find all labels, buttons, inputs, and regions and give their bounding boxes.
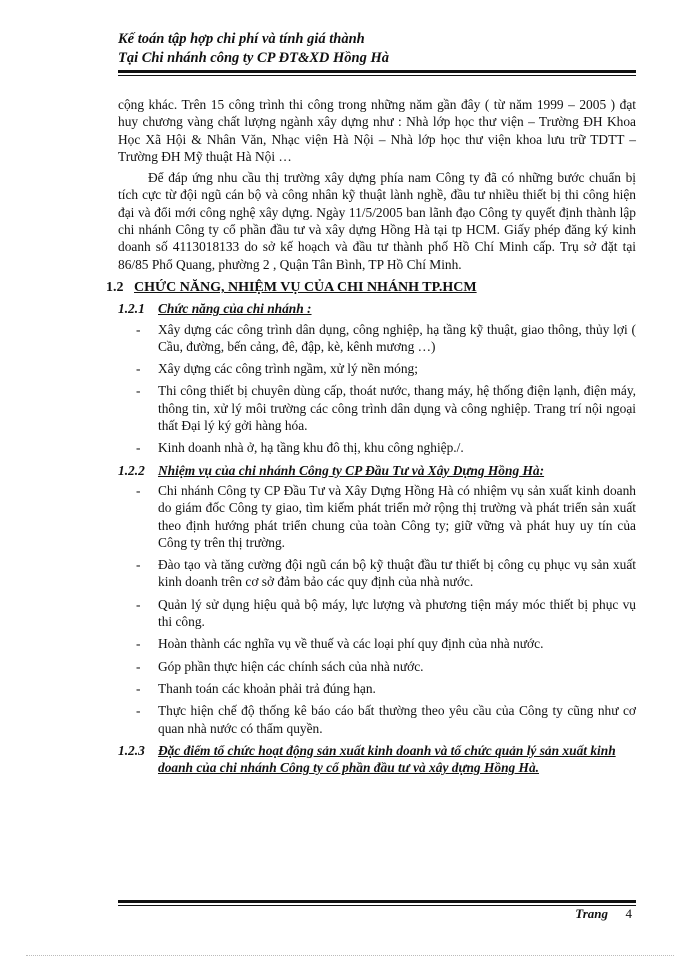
- list-item: - Chi nhánh Công ty CP Đầu Tư và Xây Dựng Hồng Hà có nhiệm vụ sản xuất kinh doanh do giám đốc Công ty giao, tìm kiếm phát triển mở rộng thị trường và phát triển sản xuất theo định hướng phát triển chung của toàn Công ty; giữ vững và phát huy uy tín của Công ty trên thị trường.: [136, 482, 636, 550]
- subsection-3-title: Đặc điểm tổ chức hoạt động sản xuất kinh doanh và tổ chức quản lý sản xuất kinh doanh của chi nhánh Công ty cổ phần đầu tư và xây dựng Hồng Hà.: [158, 742, 616, 776]
- header-title-line2: Tại Chi nhánh công ty CP ĐT&XD Hồng Hà: [118, 50, 389, 66]
- list-item: - Quản lý sử dụng hiệu quả bộ máy, lực lượng và phương tiện máy móc thiết bị phục vụ thi công.: [136, 596, 636, 630]
- subsection-3-heading: [118, 742, 636, 777]
- header-rule-thick: [118, 70, 636, 73]
- header-title-line1: Kế toán tập hợp chi phí và tính giá thành: [118, 31, 365, 47]
- list-item: - Xây dựng các công trình dân dụng, công nghiệp, hạ tầng kỹ thuật, giao thông, thủy lợi ( Cầu, đường, bến cảng, đê, đập, kè, kênh mương …): [136, 321, 636, 354]
- subsection-2-heading: [118, 462, 636, 479]
- intro-paragraph-1: cộng khác. Trên 15 công trình thi công trong những năm gần đây ( từ năm 1999 – 2005 ) đạt huy chương vàng chất lượng ngành xây dựng như : Nhà lớp học thư viện – Trường ĐH Khoa Học Xã Hội & Nhân Văn, Nhạc viện Hà Nội – Nhà lớp học thư viện khoa lưu trữ TDTT – Trường ĐH Mỹ thuật Hà Nội …: [118, 97, 636, 164]
- subsection-2-number: 1.2.2: [118, 462, 145, 478]
- list-item: - Hoàn thành các nghĩa vụ về thuế và các loại phí quy định của nhà nước.: [136, 636, 544, 652]
- list-item: - Xây dựng các công trình ngầm, xử lý nền móng;: [136, 361, 418, 377]
- dash-bullet: -: [136, 596, 141, 612]
- list-item: - Thi công thiết bị chuyên dùng cấp, thoát nước, thang máy, hệ thống điện lạnh, điện máy, thông tin, xử lý môi trường các công trình dân dụng và công nghiệp. Trang trí nội ngoại thất Đại lý ký gởi hàng hóa.: [136, 383, 636, 434]
- subsection-2-title: Nhiệm vụ của chi nhánh Công ty CP Đầu Tư và Xây Dựng Hồng Hà:: [158, 462, 545, 478]
- page-boundary-dotted-line: [26, 955, 674, 956]
- dash-bullet: -: [136, 680, 141, 696]
- dash-bullet: -: [136, 658, 141, 674]
- page-label: Trang: [575, 906, 608, 921]
- page-footer: [118, 884, 636, 924]
- dash-bullet: -: [136, 361, 141, 377]
- subsection-3-number: 1.2.3: [118, 742, 145, 758]
- list-item: - Thanh toán các khoản phải trả đúng hạn.: [136, 680, 376, 696]
- subsection-1-number: 1.2.1: [118, 301, 145, 317]
- header-rule-thin: [118, 75, 636, 76]
- dash-bullet: -: [136, 321, 141, 337]
- dash-bullet: -: [136, 440, 141, 456]
- section-number: 1.2: [106, 279, 124, 295]
- dash-bullet: -: [136, 703, 141, 719]
- subsection-1-heading: [118, 300, 636, 317]
- intro-paragraph-2: Để đáp ứng nhu cầu thị trường xây dựng phía nam Công ty đã có những bước chuẩn bị tích cực từ đội ngũ cán bộ và công nhân kỹ thuật lành nghề, đầu tư nhiều thiết bị thi công hiện đại và đổi mới công nghệ xây dựng. Ngày 11/5/2005 ban lãnh đạo Công ty quyết định thành lập chi nhánh Công ty cổ phần đầu tư và xây dựng Hồng Hà tại tp HCM. Giấy phép đăng ký kinh doanh số 4113018133 do sở kế hoạch và đầu tư thành phố Hồ Chí Minh cấp. Trụ sở đặt tại 86/85 Phổ Quang, phường 2 , Quận Tân Bình, TP Hồ Chí Minh.: [118, 170, 636, 272]
- list-item: - Đào tạo và tăng cường đội ngũ cán bộ kỹ thuật đầu tư thiết bị công cụ phục vụ sản xuất kinh doanh trên cơ sở đảm bảo các quy định của nhà nước.: [136, 557, 636, 590]
- dash-bullet: -: [136, 636, 141, 652]
- section-title: CHỨC NĂNG, NHIỆM VỤ CỦA CHI NHÁNH TP.HCM: [134, 279, 477, 295]
- dash-bullet: -: [136, 482, 141, 498]
- duties-list: [118, 482, 636, 737]
- list-item: - Kinh doanh nhà ở, hạ tầng khu đô thị, khu công nghiệp./.: [136, 440, 464, 456]
- list-item: - Thực hiện chế độ thống kê báo cáo bất thường theo yêu cầu của Công ty cũng như cơ quan nhà nước có thẩm quyền.: [136, 703, 636, 736]
- functions-list: [118, 321, 636, 457]
- section-heading: [106, 279, 636, 296]
- running-header: [118, 30, 638, 68]
- list-item: - Góp phần thực hiện các chính sách của nhà nước.: [136, 658, 424, 674]
- dash-bullet: -: [136, 383, 141, 399]
- page-body: [106, 96, 636, 779]
- dash-bullet: -: [136, 557, 141, 573]
- subsection-1-title: Chức năng của chi nhánh :: [158, 301, 312, 317]
- page-number: 4: [625, 906, 632, 921]
